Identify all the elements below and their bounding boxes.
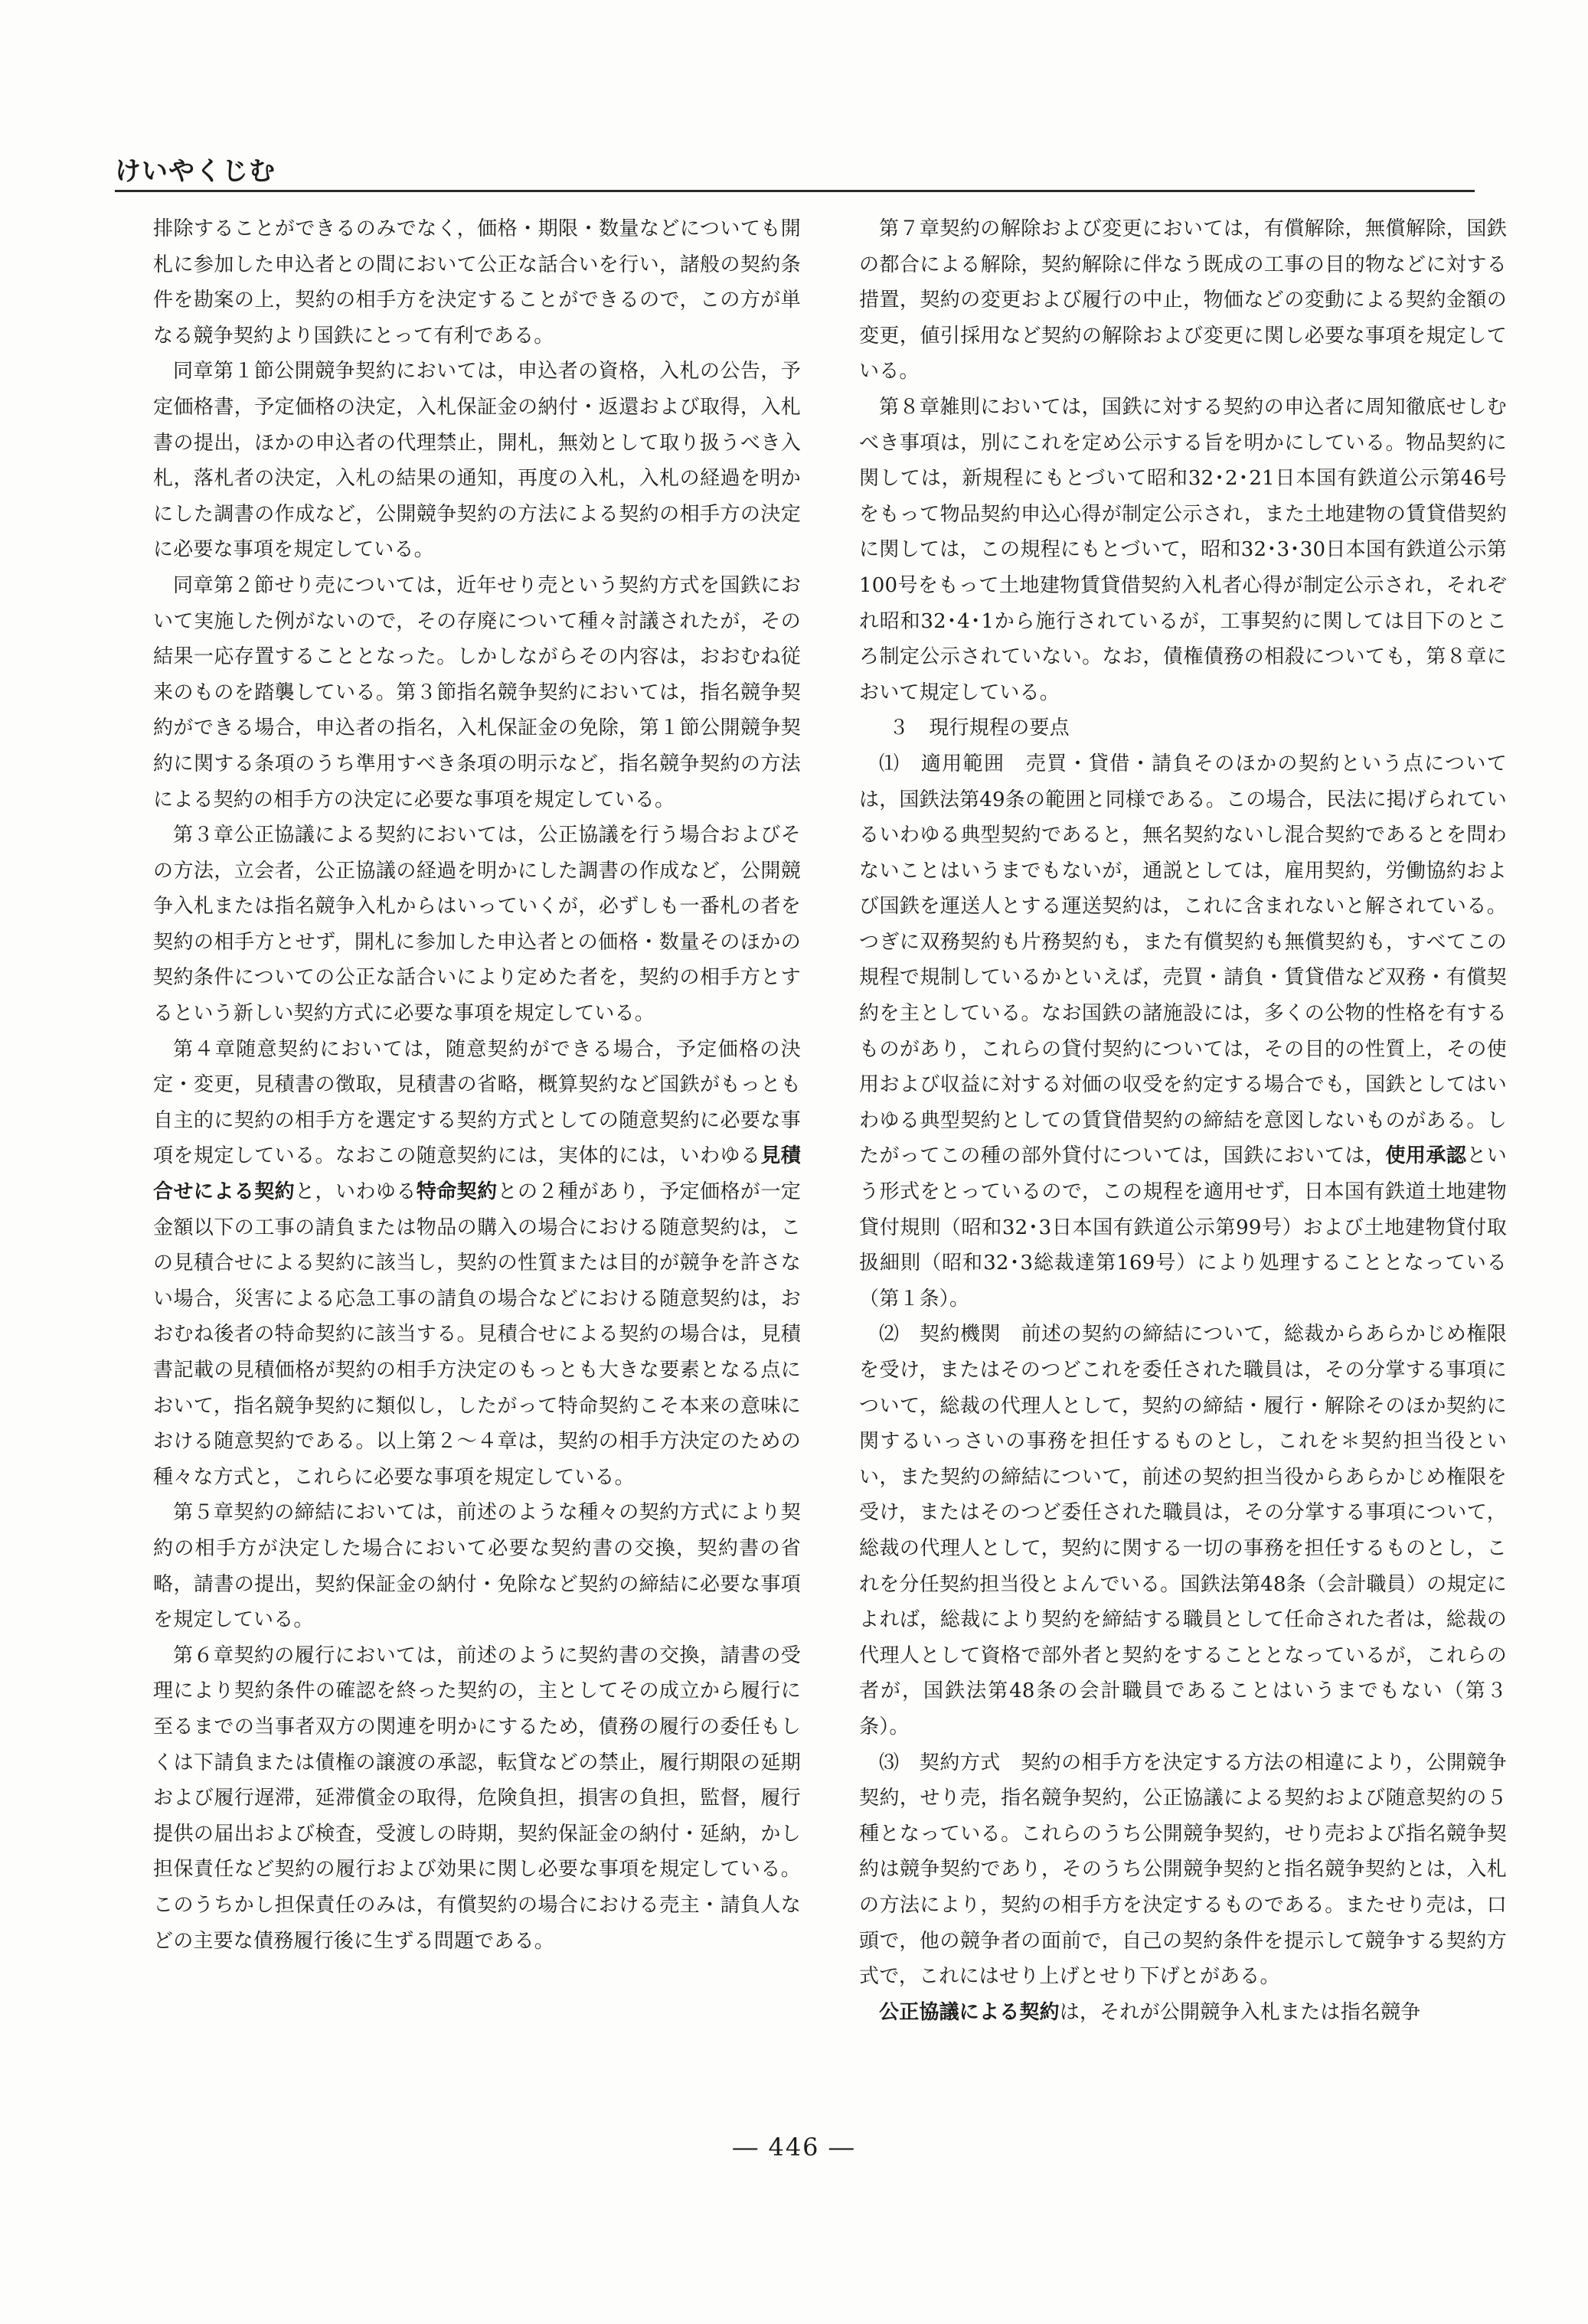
paragraph-chapter8-misc: 第８章雑則においては，国鉄に対する契約の申込者に周知徹底せしむべき事項は，別にこれを定め公示する旨を明かにしている。物品契約に関しては，新規程にもとづいて昭和32･2･21日本国有鉄道公示第46号をもって物品契約申込心得が制定公示され，また土地建物の賃貸借契約に関しては，この規程にもとづいて，昭和32･3･30日本国有鉄道公示第100号をもって土地建物賃貸借契約入札者心得が制定公示され，それぞれ昭和32･4･1から施行されているが，工事契約に関しては目下のところ制定公示されていない。なお，債権債務の相殺についても，第８章において規定している。	[859, 395, 1507, 704]
section-heading-key-points: ３ 現行規程の要点	[889, 716, 1070, 740]
paragraph-chapter3-fair-negotiation: 第３章公正協議による契約においては，公正協議を行う場合およびその方法，立会者，公正協議の経過を明かにした調書の作成など，公開競争入札または指名競争入札からはいっていくが，必ずしも一番札の者を契約の相手方とせず，開札に参加した申込者との価格・数量そのほかの契約条件についての公正な話合いにより定めた者を，契約の相手方とするという新しい契約方式に必要な事項を規定している。	[153, 824, 801, 1026]
paragraph-chapter6-performance: 第６章契約の履行においては，前述のように契約書の交換，請書の受理により契約条件の確認を終った契約の，主としてその成立から履行に至るまでの当事者双方の関連を明かにするため，債務の履行の委任もしくは下請負または債権の譲渡の承認，転貸などの禁止，履行期限の延期および履行遅滞，延滞償金の取得，危険負担，損害の負担，監督，履行提供の届出および検査，受渡しの時期，契約保証金の納付・延納，かし担保責任など契約の履行および効果に関し必要な事項を規定している。このうちかし担保責任のみは，有償契約の場合における売主・請負人などの主要な債務履行後に生ずる問題である。	[153, 1643, 801, 1953]
left-column	[153, 211, 801, 2156]
paragraph-chapter4-private-contract	[153, 1032, 801, 1496]
bold-term-fair-negotiation: 公正協議による契約	[879, 2000, 1060, 2024]
bold-term-special-contract: 特命契約	[416, 1180, 498, 1204]
page-number: ― 446 ―	[733, 2133, 855, 2162]
paragraph-fair-negotiation-start	[859, 1995, 1507, 2031]
text-run: と，いわゆる	[295, 1180, 417, 1204]
running-head: けいやくじむ	[115, 156, 276, 187]
paragraph-chapter7-termination: 第７章契約の解除および変更においては，有償解除，無償解除，国鉄の都合による解除，契約解除に伴なう既成の工事の目的物などに対する措置，契約の変更および履行の中止，物価などの変動による契約金額の変更，値引採用など契約の解除および変更に関し必要な事項を規定している。	[859, 217, 1507, 384]
right-column	[859, 211, 1507, 2156]
text-run: との２種があり，予定価格が一定金額以下の工事の請負または物品の購入の場合における随意契約は，この見積合せによる契約に該当し，契約の性質または目的が競争を許さない場合，災害による応急工事の請負の場合などにおける随意契約は，おおむね後者の特命契約に該当する。見積合せによる契約の場合は，見積書記載の見積価格が契約の相手方決定のもっとも大きな要素となる点において，指名競争契約に類似し，したがって特命契約こそ本来の意味における随意契約である。以上第２～４章は，契約の相手方決定のための種々な方式と，これらに必要な事項を規定している。	[153, 1180, 801, 1489]
text-run: 第４章随意契約においては，随意契約ができる場合，予定価格の決定・変更，見積書の徴取，見積書の省略，概算契約など国鉄がもっとも自主的に契約の相手方を選定する契約方式としての随意契約に必要な事項を規定している。なおこの随意契約には，実体的には，いわゆる	[153, 1037, 801, 1168]
paragraph-chapter5-conclusion: 第５章契約の締結においては，前述のような種々の契約方式により契約の相手方が決定した場合において必要な契約書の交換，契約書の省略，請書の提出，契約保証金の納付・免除など契約の締結に必要な事項を規定している。	[153, 1501, 801, 1632]
text-run: という形式をとっているので，この規程を適用せず，日本国有鉄道土地建物貸付規則（昭和32･3日本国有鉄道公示第99号）および土地建物貸付取扱細則（昭和32･3総裁達第169号）により処理することとなっている（第１条）。	[859, 1144, 1507, 1311]
paragraph-item2-contract-agency: ⑵ 契約機関 前述の契約の締結について，総裁からあらかじめ権限を受け，またはそのつどこれを委任された職員は，その分掌する事項について，総裁の代理人として，契約の締結・履行・解除そのほか契約に関するいっさいの事務を担任するものとし，これを＊契約担当役といい，また契約の締結について，前述の契約担当役からあらかじめ権限を受け，またはそのつど委任された職員は，その分掌する事項について，総裁の代理人として，契約に関する一切の事務を担任するものとし，これを分任契約担当役とよんでいる。国鉄法第48条（会計職員）の規定によれば，総裁により契約を締結する職員として任命された者は，総裁の代理人として資格で部外者と契約をすることとなっているが，これらの者が，国鉄法第48条の会計職員であることはいうまでもない（第３条）。	[859, 1323, 1507, 1738]
header-rule	[115, 190, 1475, 192]
paragraph-section1-public-bidding: 同章第１節公開競争契約においては，申込者の資格，入札の公告，予定価格書，予定価格の決定，入札保証金の納付・返還および取得，入札書の提出，ほかの申込者の代理禁止，開札，無効として取り扱うべき入札，落札者の決定，入札の結果の通知，再度の入札，入札の経過を明かにした調書の作成など，公開競争契約の方法による契約の相手方の決定に必要な事項を規定している。	[153, 360, 801, 562]
text-run: ⑴ 適用範囲 売買・貸借・請負そのほかの契約という点については，国鉄法第49条の範囲と同様である。この場合，民法に掲げられているいわゆる典型契約であると，無名契約ないし混合契約であるとを問わないことはいうまでもないが，通説としては，雇用契約，労働協約および国鉄を運送人とする運送契約は，これに含まれないと解されている。つぎに双務契約も片務契約も，また有償契約も無償契約も，すべてこの規程で規制しているかといえば，売買・請負・賃貸借など双務・有償契約を主としている。なお国鉄の諸施設には，多くの公物的性格を有するものがあり，これらの貸付契約については，その目的の性質上，その使用および収益に対する対価の収受を約定する場合でも，国鉄としてはいわゆる典型契約としての賃貸借契約の締結を意図しないものがある。したがってこの種の部外貸付については，国鉄においては，	[859, 752, 1507, 1168]
text-run: は，それが公開競争入札または指名競争	[1059, 2000, 1421, 2024]
paragraph-continuation: 排除することができるのみでなく，価格・期限・数量などについても開札に参加した申込者との間において公正な話合いを行い，諸般の契約条件を勘案の上，契約の相手方を決定することができるので，この方が単なる競争契約より国鉄にとって有利である。	[153, 217, 801, 348]
paragraph-section2-auction: 同章第２節せり売については，近年せり売という契約方式を国鉄において実施した例がないので，その存廃について種々討議されたが，その結果一応存置することとなった。しかしながらその内容は，おおむね従来のものを踏襲している。第３節指名競争契約においては，指名競争契約ができる場合，申込者の指名，入札保証金の免除，第１節公開競争契約に関する条項のうち準用すべき条項の明示など，指名競争契約の方法による契約の相手方の決定に必要な事項を規定している。	[153, 573, 801, 811]
paragraph-item3-contract-method: ⑶ 契約方式 契約の相手方を決定する方法の相違により，公開競争契約，せり売，指名競争契約，公正協議による契約および随意契約の５種となっている。これらのうち公開競争契約，せり売および指名競争契約は競争契約であり，そのうち公開競争契約と指名競争契約とは，入札の方法により，契約の相手方を決定するものである。またせり売は，口頭で，他の競争者の面前で，自己の契約条件を提示して競争する契約方式で，これにはせり上げとせり下げとがある。	[859, 1751, 1507, 1989]
bold-term-use-approval: 使用承認	[1385, 1144, 1467, 1168]
bold-term-estimate-comparison: 見積合せによる契約	[153, 1144, 801, 1204]
paragraph-item1-scope	[859, 746, 1507, 1317]
